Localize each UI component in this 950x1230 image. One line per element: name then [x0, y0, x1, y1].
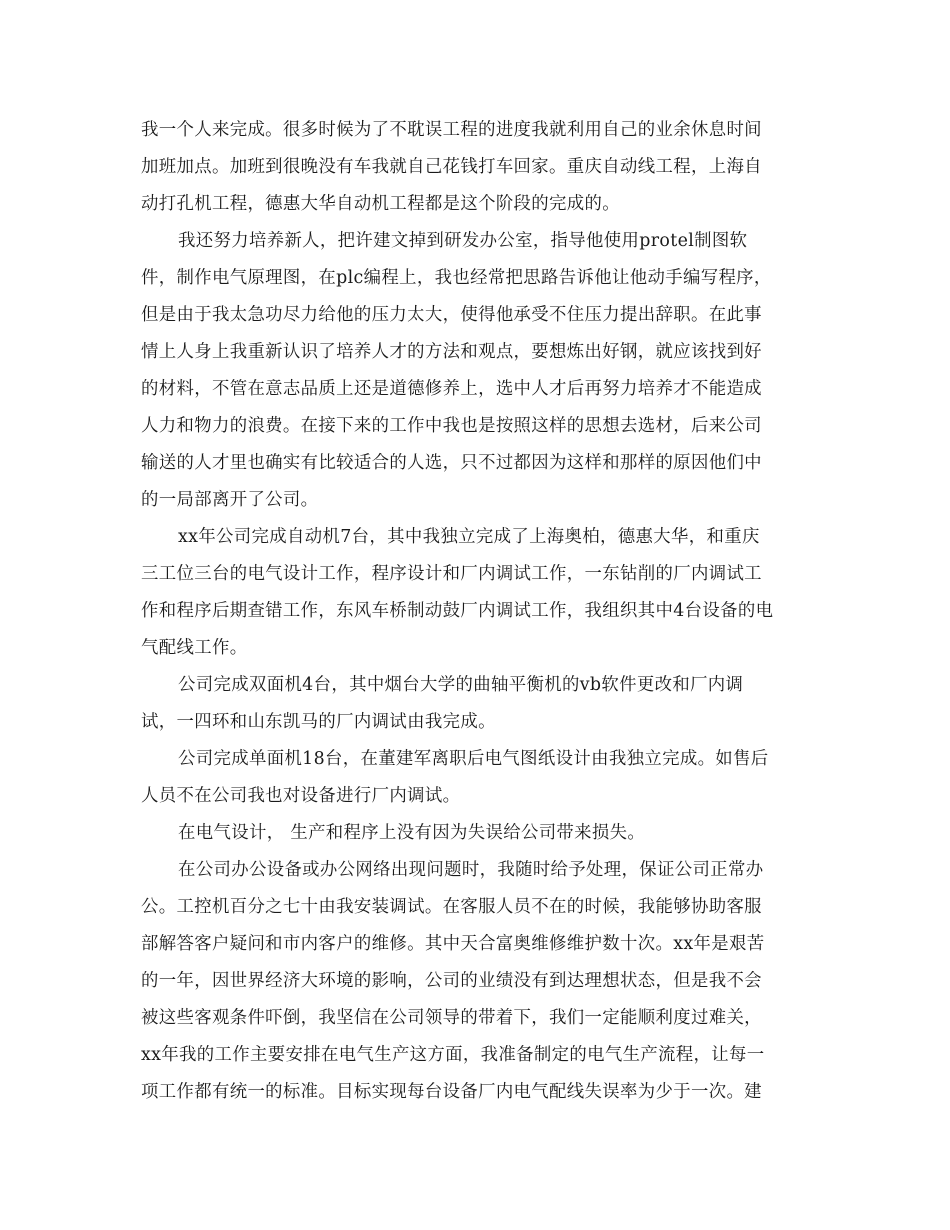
text-line: 被这些客观条件吓倒，我坚信在公司领导的带着下，我们一定能顺利度过难关，	[141, 1008, 762, 1028]
text-line: 动打孔机工程，德惠大华自动机工程都是这个阶段的完成的。	[141, 194, 620, 214]
text-line: 件，制作电气原理图，在plc编程上，我也经常把思路告诉他让他动手编写程序，	[141, 268, 772, 288]
text-line: 的一局部离开了公司。	[141, 490, 319, 510]
text-line: 情上人身上我重新认识了培养人才的方法和观点，要想炼出好钢，就应该找到好	[141, 342, 762, 362]
text-line: 作和程序后期查错工作，东风车桥制动鼓厂内调试工作，我组织其中4台设备的电	[141, 601, 774, 621]
text-line: 项工作都有统一的标准。目标实现每台设备厂内电气配线失误率为少于一次。建	[141, 1082, 762, 1102]
text-line: xx年公司完成自动机7台，其中我独立完成了上海奥柏，德惠大华，和重庆	[178, 527, 760, 547]
text-line: 试，一四环和山东凯马的厂内调试由我完成。	[141, 712, 496, 732]
text-line: 但是由于我太急功尽力给他的压力太大，使得他承受不住压力提出辞职。在此事	[141, 305, 762, 325]
text-line: 的一年，因世界经济大环境的影响，公司的业绩没有到达理想状态，但是我不会	[141, 971, 762, 991]
text-line: 加班加点。加班到很晚没有车我就自己花钱打车回家。重庆自动线工程，上海自	[141, 157, 762, 177]
text-line: 三工位三台的电气设计工作，程序设计和厂内调试工作，一东钻削的厂内调试工	[141, 564, 762, 584]
text-line: xx年我的工作主要安排在电气生产这方面，我准备制定的电气生产流程，让每一	[141, 1045, 765, 1065]
text-line: 公。工控机百分之七十由我安装调试。在客服人员不在的时候，我能够协助客服	[141, 897, 762, 917]
text-line: 人力和物力的浪费。在接下来的工作中我也是按照这样的思想去选材，后来公司	[141, 416, 762, 436]
text-line: 人员不在公司我也对设备进行厂内调试。	[141, 786, 461, 806]
text-line: 输送的人才里也确实有比较适合的人选，只不过都因为这样和那样的原因他们中	[141, 453, 762, 473]
text-line: 我还努力培养新人，把许建文掉到研发办公室，指导他使用protel制图软	[178, 231, 748, 251]
text-line: 部解答客户疑问和市内客户的维修。其中天合富奥维修维护数十次。xx年是艰苦	[141, 934, 765, 954]
text-line: 在电气设计， 生产和程序上没有因为失误给公司带来损失。	[178, 823, 646, 843]
text-line: 气配线工作。	[141, 638, 248, 658]
text-line: 我一个人来完成。很多时候为了不耽误工程的进度我就利用自己的业余休息时间	[141, 120, 762, 140]
text-line: 公司完成双面机4台，其中烟台大学的曲轴平衡机的vb软件更改和厂内调	[178, 675, 744, 695]
text-line: 的材料，不管在意志品质上还是道德修养上，选中人才后再努力培养才不能造成	[141, 379, 762, 399]
text-line: 公司完成单面机18台，在董建军离职后电气图纸设计由我独立完成。如售后	[178, 749, 769, 769]
text-line: 在公司办公设备或办公网络出现问题时，我随时给予处理，保证公司正常办	[178, 860, 764, 880]
